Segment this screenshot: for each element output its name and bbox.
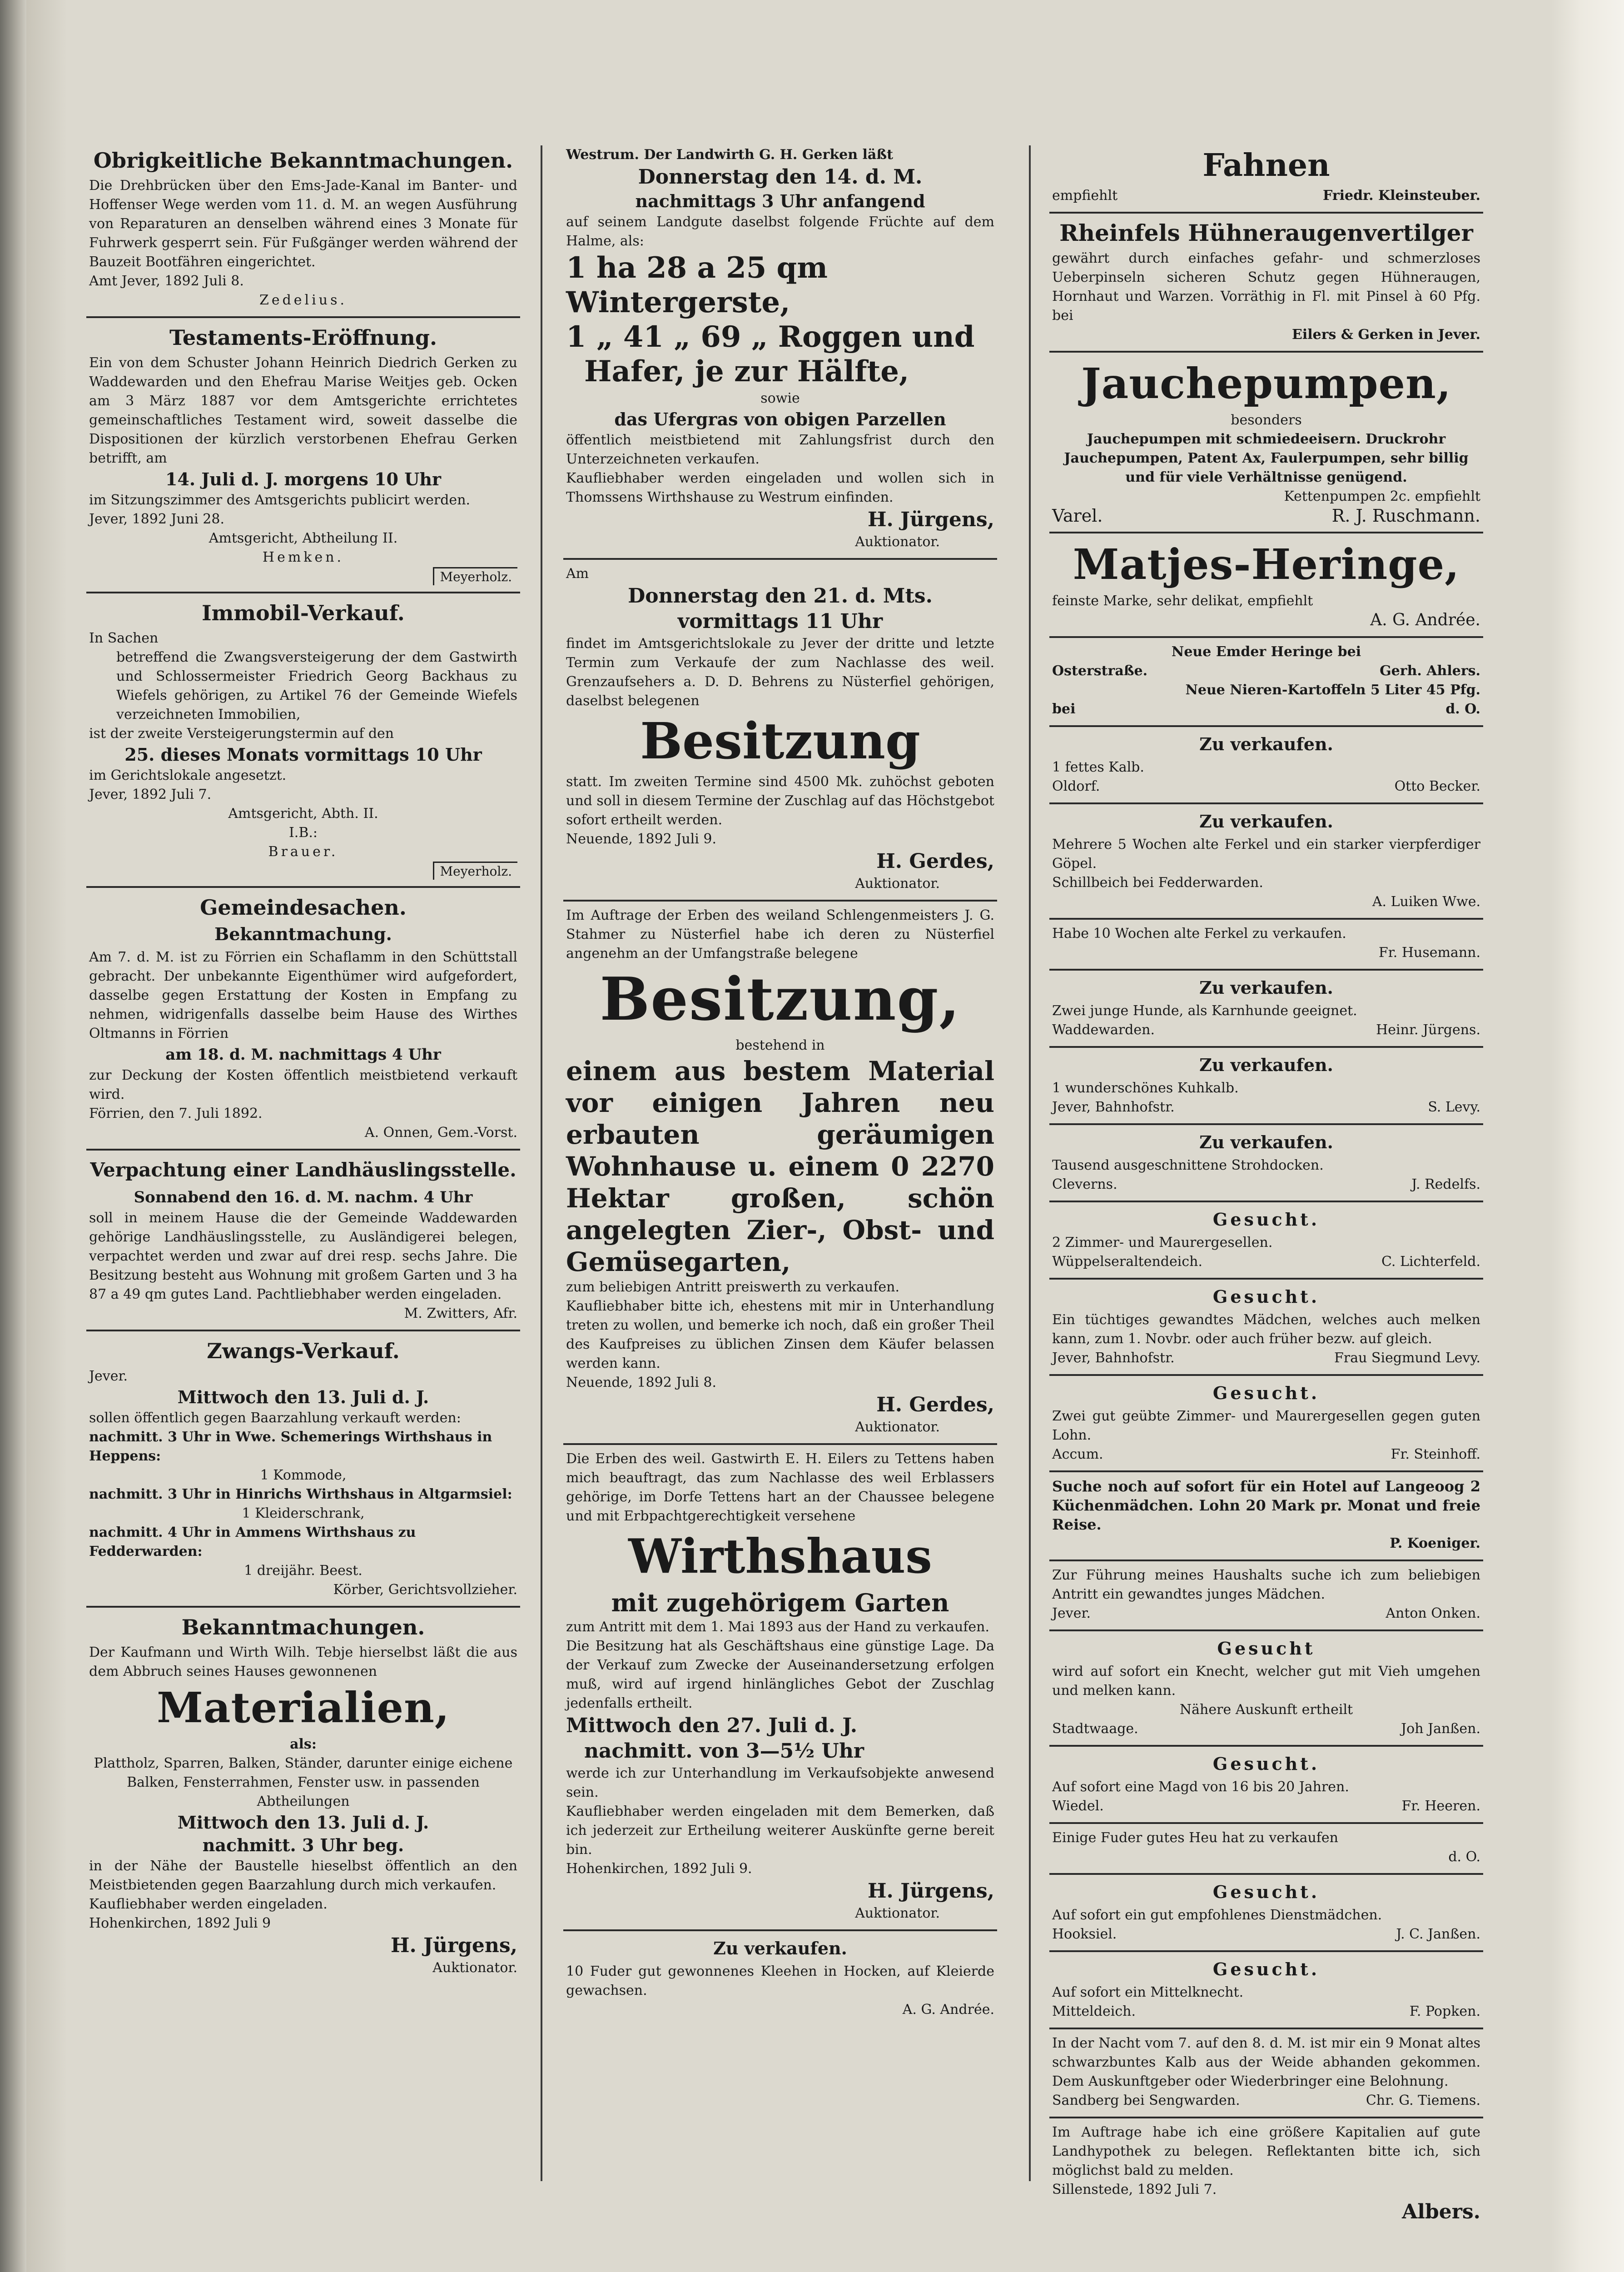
notice-text: Kettenpumpen 2c. empfiehlt [1284,488,1480,504]
notice-text: Auf sofort eine Magd von 16 bis 20 Jahren. [1052,1779,1349,1795]
notice-text: auf seinem Landgute daselbst folgende Früchte auf dem Halme, als: [566,214,994,249]
notice-text: im Gerichtslokale angesetzt. [89,767,287,783]
notice-text: Zur Führung meines Haushalts suche ich zum beliebigen Antritt ein gewandtes junges Mädchen. [1052,1567,1480,1602]
notice-jauchepumpen [1049,353,1483,533]
notice-place: Schillbeich bei Fedderwarden. [1052,875,1263,891]
notice-place: Wüppelseraltendeich. [1052,1254,1203,1270]
column-2 [563,141,997,2026]
column-3 [1049,141,1483,2231]
notice-text: Neue Emder Heringe bei [1171,644,1361,660]
notice-place: Jever, 1892 Juni 28. [89,511,224,527]
notice-item: 1 Kommode, [260,1467,347,1483]
notice-signature: Eilers & Gerken in Jever. [1291,327,1480,343]
notice-place: Sillenstede, 1892 Juli 7. [1052,2182,1217,2197]
notice-am: Am [566,566,589,582]
notice-role: Auktionator. [855,876,940,892]
notice-signature: A. Luiken Wwe. [1372,894,1480,910]
notice-place: Jever, Bahnhofstr. [1052,1350,1175,1366]
notice-role: Auktionator. [432,1960,517,1976]
notice-ib: I.B.: [288,825,318,841]
notice-small [1049,1202,1483,1280]
notice-wirthshaus [563,1445,997,1931]
notice-place: Cleverns. [1052,1176,1117,1192]
notice-text: Ein von dem Schuster Johann Heinrich Diedrich Gerken zu Waddewarden und den Ehefrau Marise Weitjes geb. Ocken am 3 März 1887 vor dem Amtsgerichte errichtetes gemeinschaftliches Testament wird, soweit dasselbe die Dispositionen der kürzlich verstorbenen Ehefrau Gerken betrifft, am [89,355,517,466]
notice-text: In der Nacht vom 7. auf den 8. d. M. ist mir ein 9 Monat altes schwarzbuntes Kalb aus der Weide abhanden gekommen. Dem Auskunftgeber oder Wiederbringer eine Belohnung. [1052,2035,1480,2089]
notice-place: Jever. [89,1368,128,1384]
notice-text: Kaufliebhaber werden eingeladen mit dem Bemerken, daß ich jederzeit zur Ertheilung weiterer Auskünfte gerne bereit bin. [566,1804,994,1858]
notice-small [1049,920,1483,971]
notice-testament [86,318,520,593]
notice-text: findet im Amtsgerichtslokale zu Jever der dritte und letzte Termin zum Verkaufe der zum Nachlasse des weil. Grenzaufsehers a. D. D. Behrens zu Nüsterfiel gehörigen, daselbst belegenen [566,636,994,709]
notice-place: Hohenkirchen, 1892 Juli 9. [566,1861,752,1877]
notice-small [1049,2118,1483,2231]
notice-court: Amtsgericht, Abth. II. [228,806,378,822]
notice-item: 1 „ 41 „ 69 „ Roggen und [566,320,975,354]
notice-small [1049,2029,1483,2118]
notice-text: Die Besitzung hat als Geschäftshaus eine günstige Lage. Da der Verkauf zum Zwecke der Auseinandersetzung erfolgen muß, wird auf irgend hinlängliches Gebot der Zuschlag jedenfalls ertheilt. [566,1638,994,1711]
notice-signature: Fr. Heeren. [1401,1798,1480,1814]
notice-signature: Zedelius. [259,292,347,308]
notice-headline: Besitzung [640,712,920,770]
book-binding [0,0,26,2272]
notice-title: Gesucht. [1212,1383,1320,1403]
notice-date: Sonnabend den 16. d. M. nachm. 4 Uhr [134,1188,473,1206]
notice-place: Sandberg bei Sengwarden. [1052,2093,1240,2108]
notice-date: 25. dieses Monats vormittags 10 Uhr [124,744,482,765]
column-1 [86,141,520,1984]
notice-time: nachmitt. von 3—5½ Uhr [584,1739,864,1763]
notice-sowie: sowie [760,390,800,406]
notice-date: Donnerstag den 14. d. M. [638,165,923,189]
notice-text: empfiehlt [1052,188,1118,204]
notice-text: Nähere Auskunft ertheilt [1179,1702,1353,1718]
notice-signature: S. Levy. [1428,1099,1480,1115]
notice-besonders: besonders [1231,412,1302,428]
notice-place: Hooksiel. [1052,1926,1117,1942]
notice-place: Accum. [1052,1446,1103,1462]
notice-text: Die Erben des weil. Gastwirth E. H. Eilers zu Tettens haben mich beauftragt, das zum Nachlasse des weil Erblassers gehörige, im Dorfe Tettens hart an der Chaussee belegene und mit Erbpachtgerechtigkeit versehene [566,1451,994,1524]
notice-text: Die Drehbrücken über den Ems-Jade-Kanal im Banter- und Hoffenser Wege werden vom 11. d. M. an wegen Ausführung von Reparaturen an denselben während eines 3 Monate für Fuhrwerk gesperrt sein. Für Fußgänger werden während der Bauzeit Bootfähren eingerichtet. [89,178,517,270]
notice-time: nachmittags 3 Uhr anfangend [635,191,925,211]
notice-title: Verpachtung einer Landhäuslingsstelle. [90,1159,517,1181]
notice-text: zur Deckung der Kosten öffentlich meistbietend verkauft wird. [89,1067,517,1102]
notice-text: Jauchepumpen mit schmiedeeisern. Druckrohr Jauchepumpen, Patent Ax, Faulerpumpen, sehr billig und für viele Verhältnisse genügend. [1064,431,1469,485]
notice-small [1049,971,1483,1048]
notice-small [1049,1472,1483,1561]
notice-title: Zwangs-Verkauf. [207,1339,400,1363]
notice-title: Gesucht. [1212,1882,1320,1902]
notice-place: Jever, Bahnhofstr. [1052,1099,1175,1115]
notice-signature: Brauer. [268,844,338,860]
notice-title: Zu verkaufen. [1199,1132,1333,1152]
notice-text: 1 wunderschönes Kuhkalb. [1052,1080,1239,1096]
notice-item: nachmitt. 4 Uhr in Ammens Wirthshaus zu Fedderwarden: [89,1525,416,1560]
notice-text: Habe 10 Wochen alte Ferkel zu verkaufen. [1052,926,1346,942]
notice-signature: Albers. [1402,2200,1480,2223]
column-rule [541,145,542,2181]
notice-title: Gesucht. [1212,1286,1320,1307]
notice-signature: H. Gerdes, [876,1393,994,1416]
notice-item: 1 ha 28 a 25 qm Wintergerste, [566,251,828,319]
notice-text: Ein tüchtiges gewandtes Mädchen, welches auch melken kann, zum 1. Novbr. oder auch früher bezw. auf gleich. [1052,1312,1480,1347]
notice-small [1049,1875,1483,1952]
notice-signature: A. G. Andrée. [902,2002,994,2018]
notice-als: als: [290,1736,317,1752]
notice-title: Gesucht. [1212,1209,1320,1230]
notice-signature: P. Koeniger. [1390,1535,1480,1551]
notice-text: Am 7. d. M. ist zu Förrien ein Schaflamm in den Schüttstall gebracht. Der unbekannte Eigenthümer wird aufgefordert, dasselbe gegen Erstattung der Kosten in Empfang zu nehmen, widrigenfalls dasselbe beim Hause des Wirthes Oltmanns in Förrien [89,949,517,1041]
notice-text: im Sitzungszimmer des Amtsgerichts publicirt werden. [89,492,471,508]
notice-title: Obrigkeitliche Bekanntmachungen. [93,148,513,173]
notice-signature: A. G. Andrée. [1370,611,1480,629]
notice-invite: Kaufliebhaber werden eingeladen. [89,1896,328,1912]
notice-signature: J. C. Janßen. [1396,1926,1480,1942]
notice-signature: F. Popken. [1409,2003,1480,2019]
notice-small [1049,804,1483,920]
notice-headline: Besitzung, [600,964,961,1034]
notice-signature: d. O. [1448,1849,1480,1865]
notice-details: einem aus bestem Material vor einigen Jahren neu erbauten geräumigen Wohnhause u. einem 0 2270 Hektar großen, schön angelegten Zier-, Obst- und Gemüsegarten, [566,1056,994,1277]
notice-place: Mitteldeich. [1052,2003,1136,2019]
notice-signature: d. O. [1445,701,1480,717]
notice-signature: Friedr. Kleinsteuber. [1323,188,1480,204]
notice-besitzung-2 [563,902,997,1445]
notice-date: Mittwoch den 13. Juli d. J. [177,1387,429,1407]
notice-text: ist der zweite Versteigerungstermin auf den [89,726,394,742]
notice-text: Zwei junge Hunde, als Karnhunde geeignet. [1052,1003,1357,1019]
notice-date: Mittwoch den 13. Juli d. J. [177,1812,429,1833]
notice-text: sollen öffentlich gegen Baarzahlung verkauft werden: [89,1410,461,1426]
notice-text: 2 Zimmer- und Maurergesellen. [1052,1235,1273,1251]
notice-signature: Heinr. Jürgens. [1376,1022,1480,1038]
notice-clerk: Meyerholz. [433,862,517,880]
notice-text: soll in meinem Hause die der Gemeinde Waddewarden gehörige Landhäuslingsstelle, zu Ausländigerei belegen, verpachtet werden und zwar auf drei resp. sechs Jahre. Die Besitzung besteht aus Wohnung mit großem Garten und 3 ha 87 a 49 qm gutes Land. Pachtliebhaber werden eingeladen. [89,1210,517,1302]
notice-place: Neuende, 1892 Juli 9. [566,831,717,847]
notice-title: Gemeindesachen. [200,895,407,920]
notice-signature: A. Onnen, Gem.-Vorst. [364,1125,517,1141]
notice-text: zum beliebigen Antritt preiswerth zu verkaufen. [566,1279,900,1295]
notice-gemeinde [86,888,520,1151]
notice-place: Förrien, den 7. Juli 1892. [89,1106,263,1121]
notice-title: Zu verkaufen. [1199,1055,1333,1075]
notice-small [1049,1952,1483,2029]
notice-text: wird auf sofort ein Knecht, welcher gut mit Vieh umgehen und melken kann. [1052,1664,1480,1699]
notice-place: Hohenkirchen, 1892 Juli 9 [89,1915,271,1931]
notice-zwangsverkauf [86,1331,520,1608]
notice-date: Mittwoch den 27. Juli d. J. [566,1714,858,1737]
notice-item: 1 dreijähr. Beest. [244,1563,363,1579]
notice-role: Auktionator. [855,534,940,550]
notice-text: Der Kaufmann und Wirth Wilh. Tebje hierselbst läßt die aus dem Abbruch seines Hauses gewonnenen [89,1644,517,1679]
notice-signature: Fr. Husemann. [1378,945,1480,961]
notice-text: öffentlich meistbietend mit Zahlungsfrist durch den Unterzeichneten verkaufen. [566,432,994,467]
notice-materialien [86,1608,520,1984]
notice-verpachtung [86,1151,520,1331]
notice-subheadline: mit zugehörigem Garten [611,1588,949,1617]
notice-small [1049,727,1483,804]
notice-besitzung-1 [563,560,997,902]
notice-place: Jever, 1892 Juli 7. [89,787,212,802]
notice-text: Einige Fuder gutes Heu hat zu verkaufen [1052,1830,1338,1846]
notice-text: 1 fettes Kalb. [1052,759,1144,775]
notice-text: Neue Nieren-Kartoffeln 5 Liter 45 Pfg. [1185,682,1480,698]
notice-small [1049,1048,1483,1125]
notice-rheinfels [1049,214,1483,353]
notice-text: Kaufliebhaber werden eingeladen und wollen sich in Thomssens Wirthshause zu Westrum einfinden. [566,470,994,505]
notice-text: In Sachen [89,630,159,646]
notice-signature: R. J. Ruschmann. [1331,506,1480,526]
notice-text: Zwei gut geübte Zimmer- und Maurergesellen gegen guten Lohn. [1052,1408,1480,1443]
notice-place: Amt Jever, 1892 Juli 8. [89,273,244,289]
notice-text: bei [1052,701,1076,717]
notice-text: statt. Im zweiten Termine sind 4500 Mk. zuhöchst geboten und soll in diesem Termine der Zuschlag auf das Höchstgebot sofort ertheilt werden. [566,774,994,828]
notice-official [86,141,520,318]
notice-court: Amtsgericht, Abtheilung II. [209,530,398,546]
notice-subtitle: Bekanntmachung. [214,924,392,944]
notice-place: Neuende, 1892 Juli 8. [566,1375,717,1390]
notice-title: Fahnen [1202,147,1330,184]
notice-title: Zu verkaufen. [1199,734,1333,754]
notice-title: Testaments-Eröffnung. [169,325,437,350]
notice-bestehend: bestehend in [735,1037,825,1053]
notice-items: Plattholz, Sparren, Balken, Ständer, darunter einige eichene Balken, Fensterrahmen, Fenster usw. in passenden Abtheilungen [94,1755,513,1809]
notice-signature: Joh Janßen. [1401,1721,1480,1737]
notice-matjes [1049,533,1483,638]
notice-clerk: Meyerholz. [433,567,517,585]
notice-text: Im Auftrage der Erben des weiland Schlengenmeisters J. G. Stahmer zu Nüsterfiel habe ich deren zu Nüsterfiel angenehm an der Umfangstraße belegene [566,907,994,962]
notice-text: Auf sofort ein Mittelknecht. [1052,1984,1244,2000]
notice-headline: Materialien, [157,1683,450,1732]
notice-title: Gesucht. [1212,1754,1320,1774]
notice-place: Waddewarden. [1052,1022,1155,1038]
notice-headline: Jauchepumpen, [1081,359,1451,408]
notice-signature: M. Zwitters, Afr. [404,1305,517,1321]
notice-text: in der Nähe der Baustelle hieselbst öffentlich an den Meistbietenden gegen Baarzahlung durch mich verkaufen. [89,1858,517,1893]
notice-small [1049,1631,1483,1747]
notice-heringe [1049,638,1483,727]
notice-small [1049,1376,1483,1472]
notice-item: das Ufergras von obigen Parzellen [614,409,946,429]
notice-title: Zu verkaufen. [713,1938,847,1958]
notice-signature: Otto Becker. [1394,778,1480,794]
notice-signature: H. Jürgens, [867,1879,994,1903]
notice-signature: H. Jürgens, [390,1934,517,1957]
notice-kleeheu [563,1931,997,2026]
notice-text: feinste Marke, sehr delikat, empfiehlt [1052,593,1313,609]
notice-title: Bekanntmachungen. [181,1615,425,1639]
notice-signature: Fr. Steinhoff. [1391,1446,1480,1462]
notice-place: Osterstraße. [1052,663,1148,679]
notice-title: Gesucht [1217,1638,1316,1659]
notice-headline: Matjes-Heringe, [1073,540,1460,589]
notice-small [1049,1280,1483,1376]
notice-place: Varel. [1052,506,1103,526]
notice-text: Auf sofort ein gut empfohlenes Dienstmädchen. [1052,1907,1382,1923]
notice-westrum [563,141,997,560]
column-rule [1029,145,1031,2181]
notice-role: Auktionator. [855,1905,940,1921]
notice-signature: H. Gerdes, [876,850,994,873]
notice-item: 1 Kleiderschrank, [242,1505,365,1521]
notice-small [1049,1125,1483,1202]
notice-fahnen [1049,141,1483,214]
notice-title: Rheinfels Hühneraugenvertilger [1059,219,1473,246]
notice-place: Jever. [1052,1605,1091,1621]
notice-signature: Hemken. [262,549,344,565]
notice-signature: Gerh. Ahlers. [1380,663,1480,679]
notice-item: nachmitt. 3 Uhr in Wwe. Schemerings Wirthshaus in Heppens: [89,1429,492,1464]
notice-text: Im Auftrage habe ich eine größere Kapitalien auf gute Landhypothek zu belegen. Reflektanten bitte ich, sich möglichst bald zu melden. [1052,2124,1480,2178]
notice-role: Auktionator. [855,1419,940,1435]
notice-text: 10 Fuder gut gewonnenes Kleehen in Hocken, auf Kleierde gewachsen. [566,1963,994,1998]
notice-small [1049,1561,1483,1631]
notice-signature: J. Redelfs. [1411,1176,1480,1192]
notice-title: Gesucht. [1212,1959,1320,1979]
notice-text: werde ich zur Unterhandlung im Verkaufsobjekte anwesend sein. [566,1765,994,1800]
notice-small [1049,1824,1483,1875]
notice-place: Wiedel. [1052,1798,1104,1814]
notice-place: Stadtwaage. [1052,1721,1138,1737]
notice-time: nachmitt. 3 Uhr beg. [202,1835,404,1855]
notice-text: Kaufliebhaber bitte ich, ehestens mit mir in Unterhandlung treten zu wollen, und bemerke ich noch, daß ein großer Theil des Kaufpreises zu üblichen Zinsen dem Käufer belassen werden kann. [566,1298,994,1371]
notice-date: Donnerstag den 21. d. Mts. [628,584,933,608]
notice-small [1049,1747,1483,1824]
page-edge [1551,0,1624,2272]
notice-item: Hafer, je zur Hälfte, [584,354,909,389]
notice-headline: Wirthshaus [628,1528,932,1584]
notice-text: Suche noch auf sofort für ein Hotel auf Langeoog 2 Küchenmädchen. Lohn 20 Mark pr. Monat und freie Reise. [1052,1478,1480,1533]
notice-text: gewährt durch einfaches gefahr- und schmerzloses Ueberpinseln sicheren Schutz gegen Hühneraugen, Hornhaut und Warzen. Vorräthig in Fl. mit Pinsel à 60 Pfg. bei [1052,250,1480,324]
notice-signature: Frau Siegmund Levy. [1334,1350,1480,1366]
notice-intro: Westrum. Der Landwirth G. H. Gerken läßt [566,147,893,163]
notice-title: Immobil-Verkauf. [202,601,405,625]
notice-place: Oldorf. [1052,778,1100,794]
notice-text: Tausend ausgeschnittene Strohdocken. [1052,1157,1324,1173]
notice-text: zum Antritt mit dem 1. Mai 1893 aus der Hand zu verkaufen. [566,1619,989,1635]
notice-time: vormittags 11 Uhr [677,610,883,633]
notice-title: Zu verkaufen. [1199,977,1333,998]
notice-signature: Anton Onken. [1386,1605,1480,1621]
notice-signature: C. Lichterfeld. [1381,1254,1480,1270]
notice-date: 14. Juli d. J. morgens 10 Uhr [165,469,442,489]
notice-title: Zu verkaufen. [1199,811,1333,832]
notice-signature: H. Jürgens, [867,508,994,531]
notice-date: am 18. d. M. nachmittags 4 Uhr [165,1046,441,1064]
notice-text: betreffend die Zwangsversteigerung der dem Gastwirth und Schlossermeister Friedrich Georg Backhaus zu Wiefels gehörigen, zu Artikel 76 der Gemeinde Wiefels verzeichneten Immobilien, [116,649,517,722]
notice-immobil [86,593,520,888]
notice-signature: Körber, Gerichtsvollzieher. [333,1582,517,1598]
notice-item: nachmitt. 3 Uhr in Hinrichs Wirthshaus in Altgarmsiel: [89,1486,512,1502]
notice-text: Mehrere 5 Wochen alte Ferkel und ein starker vierpferdiger Göpel. [1052,837,1480,872]
page-gutter [26,0,67,2272]
notice-signature: Chr. G. Tiemens. [1366,2093,1480,2108]
